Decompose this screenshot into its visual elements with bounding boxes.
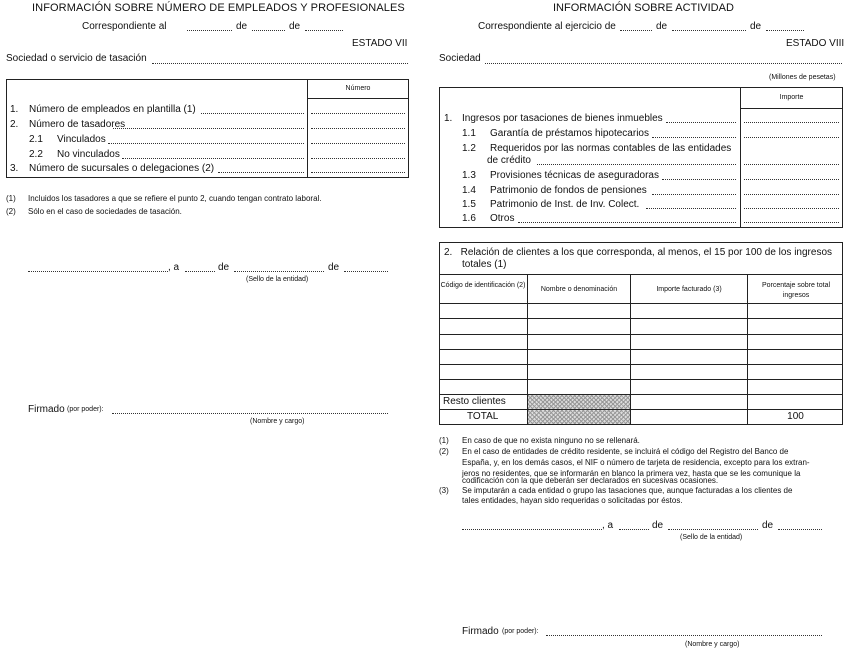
employees-table-header: Número (345, 85, 371, 92)
activity-row-1-5-value[interactable] (744, 208, 839, 209)
left-sociedad-label: Sociedad o servicio de tasación (6, 53, 147, 64)
clients-table-title-1: 2. Relación de clientes a los que corresponda, al menos, el 15 por 100 de los ingresos (444, 247, 833, 258)
left-estado-label: ESTADO VII (352, 38, 408, 49)
left-subtitle-de-1: de (236, 21, 248, 32)
right-subtitle-blank-1[interactable] (620, 30, 652, 31)
clients-row-rule-6 (439, 394, 843, 395)
right-date-de-1: de (652, 520, 664, 531)
employees-row-2-1-value[interactable] (311, 143, 405, 144)
right-note-2-line-2: España, y, en los demás casos, el NIF o número de tarjeta de residencia, excepto para los extran- (462, 458, 810, 467)
employees-row-3-num: 3. (10, 163, 19, 174)
right-subtitle-blank-2[interactable] (672, 30, 746, 31)
right-note-3-line-2: tales entidades, hayan sido requeridas o solicitadas por éstos. (462, 496, 683, 505)
activity-row-1-2-leader (537, 164, 736, 165)
activity-row-1-3-num: 1.3 (462, 170, 476, 181)
left-signature-field[interactable] (112, 413, 388, 414)
left-title: INFORMACIÓN SOBRE NÚMERO DE EMPLEADOS Y PROFESIONALES (32, 2, 405, 14)
activity-row-1-6-label: Otros (490, 213, 515, 224)
activity-row-1-3-label: Provisiones técnicas de aseguradoras (490, 170, 659, 181)
activity-row-1-4-leader (652, 194, 736, 195)
employees-row-2-num: 2. (10, 119, 19, 130)
left-subtitle-blank-1[interactable] (187, 30, 232, 31)
right-sello: (Sello de la entidad) (680, 534, 743, 541)
right-note-2-line-1: En el caso de entidades de crédito residente, se incluirá el código del Registro del Banco de (462, 447, 789, 456)
right-sociedad-field[interactable] (485, 63, 842, 64)
employees-row-2-2-value[interactable] (311, 158, 405, 159)
right-date-a: , a (602, 520, 614, 531)
right-note-2-line-3: jeros no residentes, que se informarán en blanco la primera vez, hasta que se les comunique la (462, 469, 801, 478)
clients-header-importe: Importe facturado (3) (656, 286, 722, 293)
right-subtitle-de-2: de (750, 21, 762, 32)
employees-row-2-1-leader (108, 143, 304, 144)
activity-row-1-1-value[interactable] (744, 137, 839, 138)
activity-row-1-6-value[interactable] (744, 222, 839, 223)
employees-row-1-leader (201, 113, 304, 114)
employees-row-3-value[interactable] (311, 172, 405, 173)
activity-row-1-5-leader (646, 208, 736, 209)
right-month-field[interactable] (668, 529, 758, 530)
left-subtitle-de-2: de (289, 21, 301, 32)
right-signature-field[interactable] (546, 635, 822, 636)
employees-row-2-1-num: 2.1 (29, 134, 43, 145)
right-por-poder: (por poder): (502, 628, 539, 635)
activity-row-1-3-leader (662, 179, 736, 180)
clients-title-rule (439, 274, 843, 275)
clients-header-nombre: Nombre o denominación (540, 286, 618, 293)
activity-row-1-5-label: Patrimonio de Inst. de Inv. Colect. (490, 199, 640, 210)
left-note-1-text: Incluidos los tasadores a que se refiere el punto 2, cuando tengan contrato laboral. (28, 194, 322, 203)
activity-row-1-6-leader (518, 222, 736, 223)
activity-row-1-4-num: 1.4 (462, 185, 476, 196)
clients-row-rule-3 (439, 349, 843, 350)
left-date-de-2: de (328, 262, 340, 273)
left-place-field[interactable] (28, 271, 168, 272)
employees-row-2-2-label: No vinculados (57, 149, 120, 160)
right-day-field[interactable] (619, 529, 649, 530)
activity-row-1-5-num: 1.5 (462, 199, 476, 210)
employees-row-2-value[interactable] (311, 128, 405, 129)
employees-table-header-rule (307, 98, 409, 99)
right-note-2-line-4: codificación con la que deberán ser declarados en sucesivas ocasiones. (462, 476, 719, 485)
activity-row-1-2-label: Requeridos por las normas contables de las entidades (490, 143, 732, 154)
left-firmado: Firmado (28, 404, 65, 415)
activity-table-header-rule (740, 108, 843, 109)
right-estado-label: ESTADO VIII (786, 38, 845, 49)
left-sello: (Sello de la entidad) (246, 276, 309, 283)
activity-row-1-2-num: 1.2 (462, 143, 476, 154)
activity-row-1-2-label-cont: de crédito (487, 155, 531, 166)
left-date-a: , a (168, 262, 180, 273)
right-note-3-num: (3) (439, 486, 449, 495)
activity-row-1-6-num: 1.6 (462, 213, 476, 224)
activity-row-1-num: 1. (444, 113, 453, 124)
clients-header-porcentaje: Porcentaje sobre total ingresos (761, 282, 831, 299)
employees-row-2-leader (113, 128, 304, 129)
employees-row-2-label: Número de tasadores (29, 119, 126, 130)
left-nombre-cargo: (Nombre y cargo) (250, 418, 305, 425)
right-note-1-num: (1) (439, 436, 449, 445)
employees-row-2-1-label: Vinculados (57, 134, 106, 145)
clients-row-rule-5 (439, 379, 843, 380)
clients-resto-label: Resto clientes (443, 396, 506, 407)
activity-row-1-1-num: 1.1 (462, 128, 476, 139)
right-firmado: Firmado (462, 626, 499, 637)
activity-row-1-label: Ingresos por tasaciones de bienes inmuebles (462, 113, 663, 124)
right-title: INFORMACIÓN SOBRE ACTIVIDAD (553, 2, 734, 14)
clients-header-rule (439, 303, 843, 304)
right-note-2-num: (2) (439, 447, 449, 456)
left-day-field[interactable] (185, 271, 215, 272)
clients-total-value: 100 (787, 411, 804, 422)
activity-row-1-3-value[interactable] (744, 179, 839, 180)
employees-row-3-label: Número de sucursales o delegaciones (2) (29, 163, 215, 174)
employees-row-2-2-num: 2.2 (29, 149, 43, 160)
left-note-2-text: Sólo en el caso de sociedades de tasación. (28, 207, 182, 216)
right-date-de-2: de (762, 520, 774, 531)
right-year-field[interactable] (778, 529, 822, 530)
right-subtitle-blank-3[interactable] (766, 30, 804, 31)
right-units: (Millones de pesetas) (769, 74, 836, 81)
right-place-field[interactable] (462, 529, 602, 530)
clients-table-title-2: totales (1) (462, 259, 507, 270)
activity-row-1-1-leader (652, 137, 736, 138)
activity-table-header: Importe (779, 94, 804, 101)
clients-row-rule-7 (439, 409, 843, 410)
right-subtitle-de-1: de (656, 21, 668, 32)
employees-row-1-value[interactable] (311, 113, 405, 114)
employees-table-divider (307, 79, 308, 178)
left-por-poder: (por poder): (67, 406, 104, 413)
employees-row-3-leader (218, 172, 304, 173)
activity-row-1-leader (666, 122, 736, 123)
left-subtitle-blank-3[interactable] (305, 30, 343, 31)
right-note-3-line-1: Se imputarán a cada entidad o grupo las tasaciones que, aunque facturadas a los clientes de (462, 486, 793, 495)
activity-row-1-4-label: Patrimonio de fondos de pensiones (490, 185, 647, 196)
left-sociedad-field[interactable] (152, 63, 408, 64)
activity-row-1-4-value[interactable] (744, 194, 839, 195)
right-note-1-line-1: En caso de que no exista ninguno no se rellenará. (462, 436, 640, 445)
left-note-2-num: (2) (6, 207, 16, 216)
left-subtitle-blank-2[interactable] (252, 30, 285, 31)
left-note-1-num: (1) (6, 194, 16, 203)
left-month-field[interactable] (234, 271, 324, 272)
activity-row-1-2-value[interactable] (744, 164, 839, 165)
clients-header-codigo: Código de identificación (2) (440, 282, 526, 289)
activity-row-1-value[interactable] (744, 122, 839, 123)
clients-total-label: TOTAL (467, 411, 499, 422)
left-year-field[interactable] (344, 271, 388, 272)
employees-row-1-num: 1. (10, 104, 19, 115)
clients-resto-nombre-hatched (528, 395, 630, 409)
clients-row-rule-1 (439, 318, 843, 319)
left-subtitle-correspondiente: Correspondiente al (82, 21, 167, 32)
left-date-de-1: de (218, 262, 230, 273)
employees-row-2-2-leader (122, 158, 304, 159)
right-nombre-cargo: (Nombre y cargo) (685, 641, 740, 648)
clients-total-nombre-hatched (528, 410, 630, 424)
clients-row-rule-2 (439, 334, 843, 335)
employees-row-1-label: Número de empleados en plantilla (1) (29, 104, 196, 115)
clients-row-rule-4 (439, 364, 843, 365)
right-subtitle-correspondiente: Correspondiente al ejercicio de (478, 21, 616, 32)
activity-row-1-1-label: Garantía de préstamos hipotecarios (490, 128, 649, 139)
right-sociedad-label: Sociedad (439, 53, 481, 64)
